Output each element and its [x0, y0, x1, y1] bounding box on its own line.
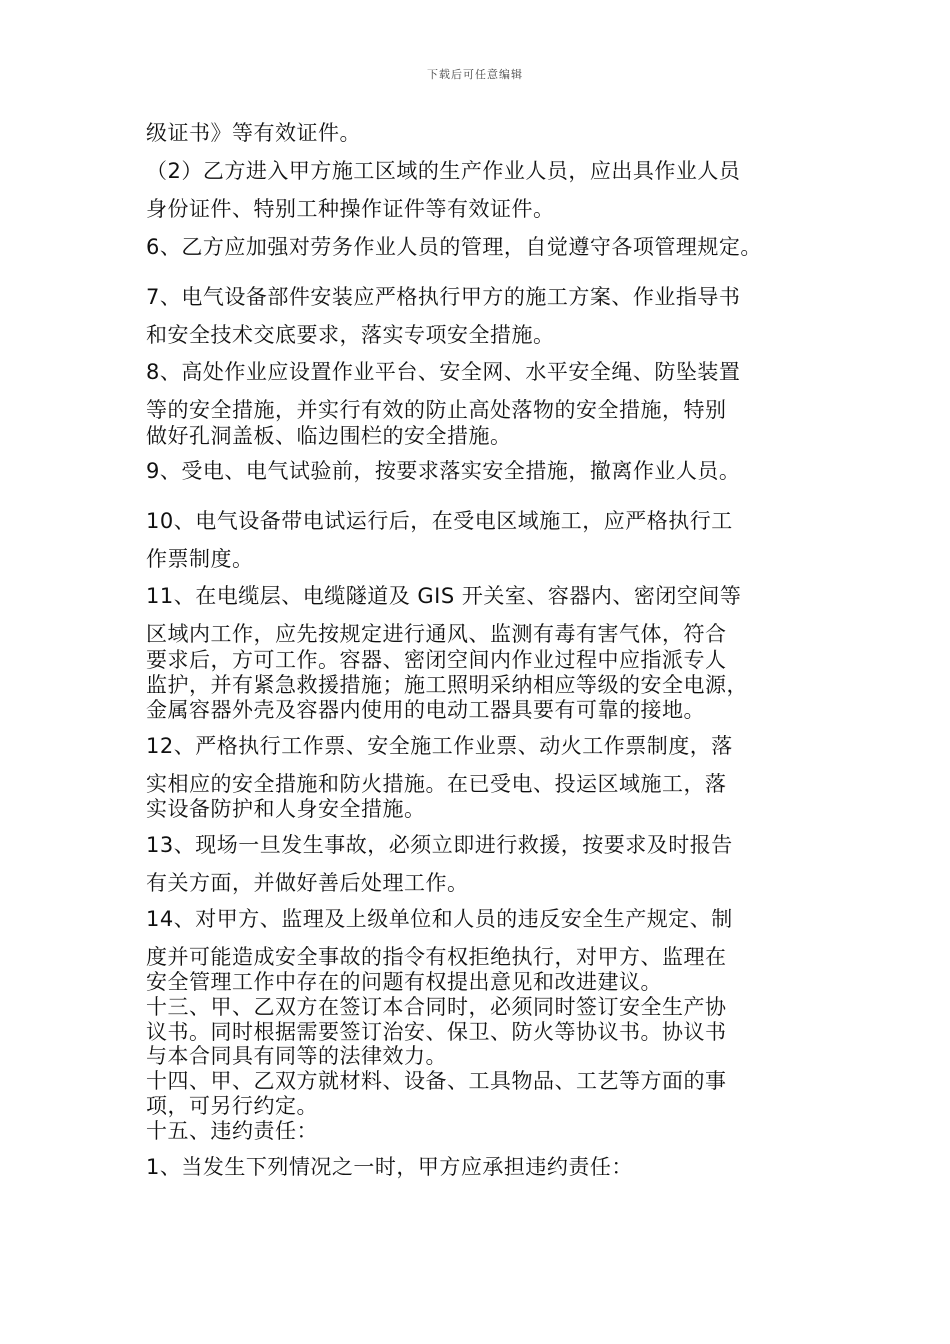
text-line: 度并可能造成安全事故的指令有权拒绝执行，对甲方、监理在	[146, 945, 727, 969]
text-line: 项，可另行约定。	[146, 1094, 318, 1118]
text-line: 11、在电缆层、电缆隧道及 GIS 开关室、容器内、密闭空间等	[146, 584, 742, 608]
text-line: 等的安全措施，并实行有效的防止高处落物的安全措施，特别	[146, 398, 727, 422]
text-line: 议书。同时根据需要签订治安、保卫、防火等协议书。协议书	[146, 1020, 727, 1044]
text-line: 和安全技术交底要求，落实专项安全措施。	[146, 323, 555, 347]
text-line: 有关方面，并做好善后处理工作。	[146, 871, 469, 895]
text-line: 9、受电、电气试验前，按要求落实安全措施，撤离作业人员。	[146, 459, 741, 483]
text-line: 安全管理工作中存在的问题有权提出意见和改进建议。	[146, 970, 662, 994]
text-line: 12、严格执行工作票、安全施工作业票、动火工作票制度，落	[146, 734, 733, 758]
text-line: 十四、甲、乙双方就材料、设备、工具物品、工艺等方面的事	[146, 1069, 727, 1093]
text-line: 级证书》等有效证件。	[146, 121, 361, 145]
text-line: 8、高处作业应设置作业平台、安全网、水平安全绳、防坠装置	[146, 360, 741, 384]
text-line: 金属容器外壳及容器内使用的电动工器具要有可靠的接地。	[146, 698, 705, 722]
text-line: 13、现场一旦发生事故，必须立即进行救援，按要求及时报告	[146, 833, 733, 857]
text-line: 区域内工作，应先按规定进行通风、监测有毒有害气体，符合	[146, 622, 727, 646]
page-header-note: 下载后可任意编辑	[427, 68, 523, 81]
text-line: 做好孔洞盖板、临边围栏的安全措施。	[146, 424, 512, 448]
text-line: 十五、违约责任：	[146, 1119, 318, 1143]
text-line: 十三、甲、乙双方在签订本合同时，必须同时签订安全生产协	[146, 995, 727, 1019]
text-line: 身份证件、特别工种操作证件等有效证件。	[146, 197, 555, 221]
text-line: 实相应的安全措施和防火措施。在已受电、投运区域施工，落	[146, 772, 727, 796]
text-line: 监护，并有紧急救援措施；施工照明采纳相应等级的安全电源，	[146, 673, 748, 697]
text-line: 与本合同具有同等的法律效力。	[146, 1044, 447, 1068]
text-line: 14、对甲方、监理及上级单位和人员的违反安全生产规定、制	[146, 907, 733, 931]
text-line: 7、电气设备部件安装应严格执行甲方的施工方案、作业指导书	[146, 285, 741, 309]
text-line: 6、乙方应加强对劳务作业人员的管理，自觉遵守各项管理规定。	[146, 235, 762, 259]
text-line: 要求后，方可工作。容器、密闭空间内作业过程中应指派专人	[146, 648, 727, 672]
text-line: 实设备防护和人身安全措施。	[146, 797, 426, 821]
text-line: 作票制度。	[146, 547, 254, 571]
text-line: 10、电气设备带电试运行后，在受电区域施工，应严格执行工	[146, 509, 733, 533]
text-line: 1、当发生下列情况之一时，甲方应承担违约责任：	[146, 1155, 633, 1179]
text-line: （2）乙方进入甲方施工区域的生产作业人员，应出具作业人员	[146, 159, 741, 183]
